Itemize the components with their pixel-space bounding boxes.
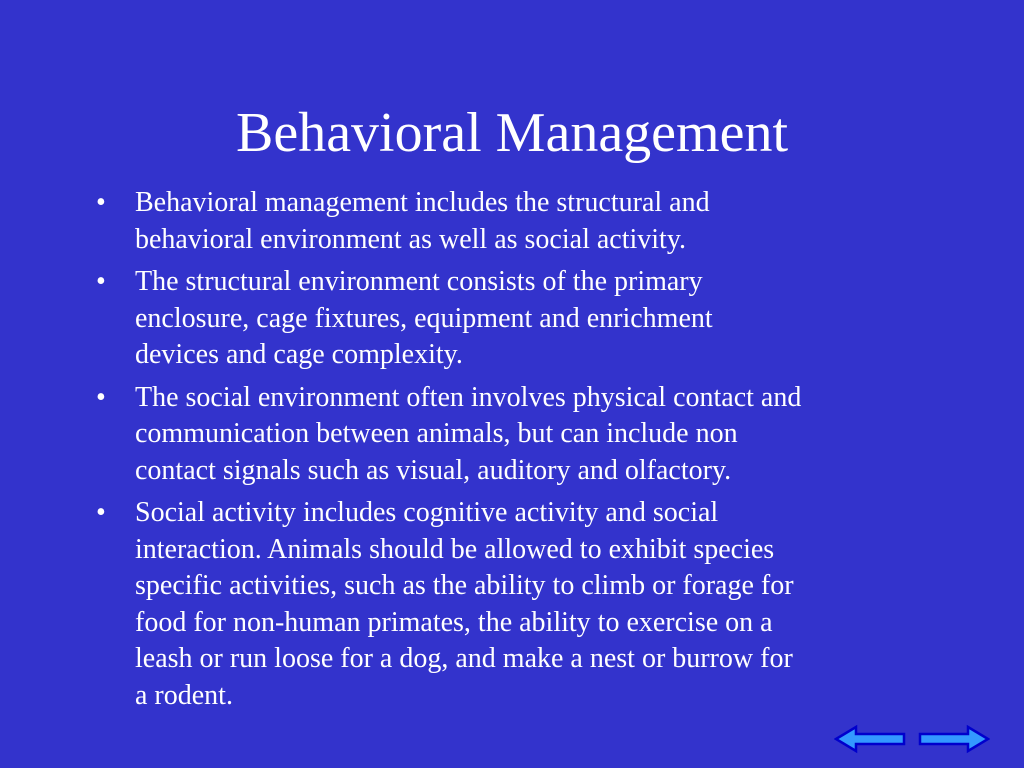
bullet-line: enclosure, cage fixtures, equipment and enrichment <box>135 302 713 334</box>
bullet-line: Social activity includes cognitive activity and social <box>135 497 719 528</box>
bullet-dot-icon: • <box>96 497 106 528</box>
bullet-item <box>96 495 956 714</box>
bullet-line: interaction. Animals should be allowed to exhibit species <box>135 533 775 565</box>
bullet-line: a rodent. <box>135 679 233 711</box>
bullet-line: devices and cage complexity. <box>135 339 463 370</box>
left-arrow-icon <box>834 724 906 754</box>
bullet-dot-icon: • <box>96 266 106 297</box>
bullet-line: leash or run loose for a dog, and make a nest or burrow for <box>135 643 793 674</box>
bullet-line: specific activities, such as the ability to climb or forage for <box>135 570 794 601</box>
bullet-line: communication between animals, but can include non <box>135 418 738 449</box>
bullet-line: The social environment often involves physical contact and <box>135 381 802 413</box>
bullet-item <box>96 185 956 258</box>
bullet-item <box>96 264 956 374</box>
bullet-line: behavioral environment as well as social activity. <box>135 223 687 255</box>
bullet-item <box>96 380 956 490</box>
bullet-line: food for non-human primates, the ability to exercise on a <box>135 606 773 638</box>
slide-title: Behavioral Management <box>235 102 788 164</box>
bullet-line: The structural environment consists of the primary <box>135 266 703 297</box>
right-arrow-icon <box>918 724 990 754</box>
bullet-line: contact signals such as visual, auditory and olfactory. <box>135 454 732 486</box>
forward-button[interactable] <box>918 724 990 754</box>
bullet-dot-icon: • <box>96 187 106 218</box>
bullet-list <box>96 185 956 720</box>
back-button[interactable] <box>834 724 906 754</box>
bullet-dot-icon: • <box>96 381 106 413</box>
bullet-line: Behavioral management includes the structural and <box>135 187 710 218</box>
